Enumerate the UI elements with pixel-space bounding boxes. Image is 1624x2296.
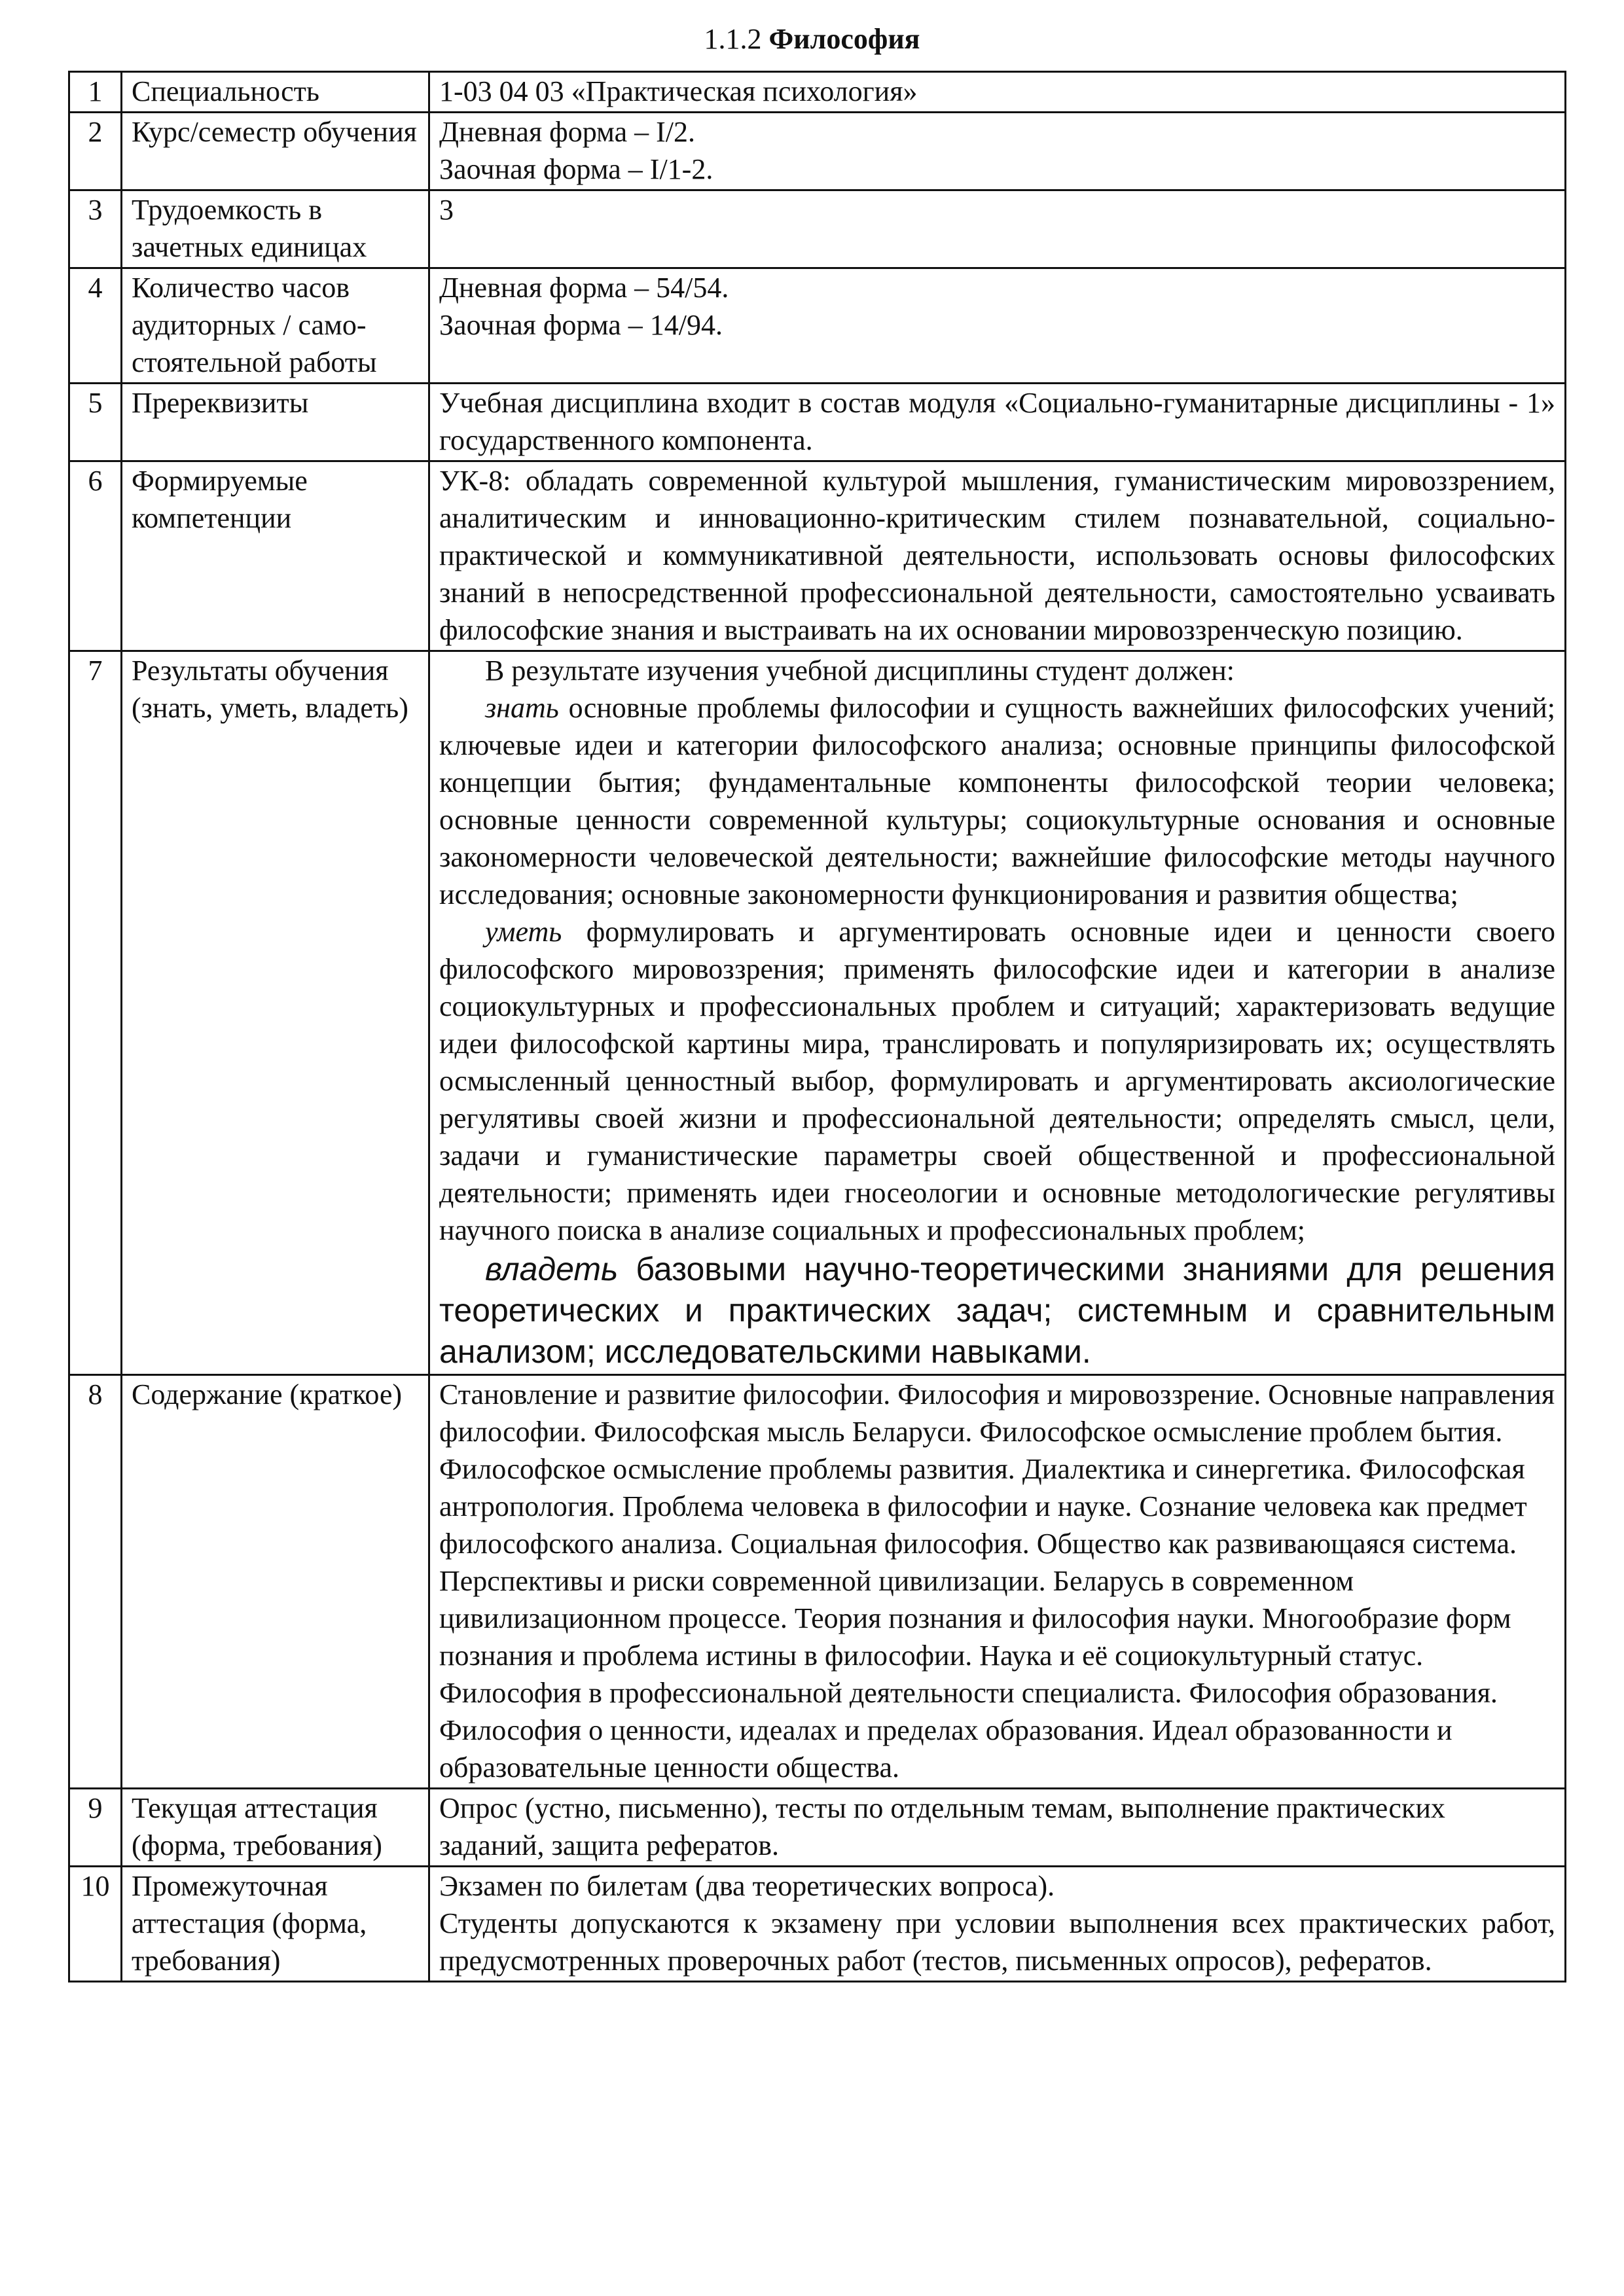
row-label: Промежуточная аттестация (форма, требования) (122, 1867, 429, 1982)
row-value (429, 1867, 1566, 1982)
value-line: Заочная форма – 14/94. (439, 309, 723, 341)
table-row (69, 113, 1566, 190)
value-line: Дневная форма – 54/54. (439, 272, 729, 304)
row-value: УК-8: обладать современной культурой мышления, гуманистическим мировоззрением, аналитическим и инновационно-критическим стилем познавательной, социально-практической и коммуникативной деятельности, использовать основы философских знаний в непосредственной профессиональной деятельности, самостоятельно усваивать философские знания и выстраивать на их основании мировоззренческую позицию. (429, 461, 1566, 651)
know-text: основные проблемы философии и сущность важнейших философских учений; ключевые идеи и категории философского анализа; основные принципы философской концепции бытия; фундаментальные компоненты философской теории человека; основные ценности современной культуры; социокультурные основания и основные закономерности человеческой деятельности; важнейшие философские методы научного исследования; основные закономерности функционирования и развития общества; (439, 692, 1555, 910)
row-label: Трудоемкость в зачетных единицах (122, 190, 429, 268)
row-value: Становление и развитие философии. Философия и мировоззрение. Основные направления философии. Философская мысль Беларуси. Философское осмысление проблем бытия. Философское осмысление проблемы развития. Диалектика и синергетика. Философская антропология. Проблема человека в философии и науке. Сознание человека как предмет философского анализа. Социальная философия. Общество как развивающаяся система. Перспективы и риски современной цивилизации. Беларусь в современном цивилизационном процессе. Теория познания и философия науки. Многообразие форм познания и проблема истины в философии. Наука и её социокультурный статус. Философия в профессиональной деятельности специалиста. Философия образования. Философия о ценности, идеалах и пределах образования. Идеал образованности и образовательные ценности общества. (429, 1375, 1566, 1789)
section-number: 1.1.2 (704, 23, 762, 55)
row-value (429, 113, 1566, 190)
table-row (69, 1375, 1566, 1789)
results-know (439, 689, 1555, 913)
table-row (69, 268, 1566, 384)
value-line: Заочная форма – I/1-2. (439, 153, 713, 185)
section-title: Философия (768, 23, 920, 55)
value-line: Дневная форма – I/2. (439, 116, 695, 148)
table-row (69, 190, 1566, 268)
table-row (69, 1789, 1566, 1867)
row-label: Результаты обучения (знать, уметь, владеть) (122, 651, 429, 1375)
table-row (69, 651, 1566, 1375)
know-term: знать (485, 692, 559, 724)
row-number: 6 (69, 461, 122, 651)
row-value (429, 268, 1566, 384)
row-label: Текущая аттестация (форма, требования) (122, 1789, 429, 1867)
can-term: уметь (485, 916, 562, 948)
results-can (439, 913, 1555, 1249)
can-text: формулировать и аргументировать основные идеи и ценности своего философского мировоззрения; применять философские идеи и категории в анализе социокультурных и профессиональных проблем и ситуаций; характеризовать ведущие идеи философской картины мира, транслировать и популяризировать их; осуществлять осмысленный ценностный выбор, формулировать и аргументировать аксиологические регулятивы своей жизни и профессиональной деятельности; определять смысл, цели, задачи и гуманистические параметры своей общественной и профессиональной деятельности; применять идеи гносеологии и основные методологические регулятивы научного поиска в анализе социальных и профессиональных проблем; (439, 916, 1555, 1246)
value-line: 1-03 04 03 «Практическая психология» (439, 75, 918, 107)
value-paragraph: Студенты допускаются к экзамену при условии выполнения всех практических работ, предусмотренных проверочных работ (тестов, письменных опросов), рефератов. (439, 1907, 1555, 1977)
row-value (429, 72, 1566, 113)
row-number: 9 (69, 1789, 122, 1867)
table-row (69, 72, 1566, 113)
row-number: 1 (69, 72, 122, 113)
value-line: 3 (439, 194, 454, 226)
results-own (439, 1249, 1555, 1372)
results-intro: В результате изучения учебной дисциплины студент должен: (485, 655, 1235, 687)
row-label: Специальность (122, 72, 429, 113)
value-line: Экзамен по билетам (два теоретических вопроса). (439, 1870, 1055, 1902)
table-row (69, 1867, 1566, 1982)
row-number: 3 (69, 190, 122, 268)
own-text: базовыми научно-теоретическими знаниями для решения теоретических и практических задач; системным и сравнительным анализом; исследовательскими навыками. (439, 1251, 1555, 1370)
row-label: Пререквизиты (122, 384, 429, 461)
row-value (429, 651, 1566, 1375)
row-label: Формируемые компетенции (122, 461, 429, 651)
row-number: 7 (69, 651, 122, 1375)
row-number: 5 (69, 384, 122, 461)
row-number: 8 (69, 1375, 122, 1789)
row-label: Курс/семестр обучения (122, 113, 429, 190)
row-value (429, 190, 1566, 268)
row-label: Количество часов аудиторных / само-стоятельной работы (122, 268, 429, 384)
row-value: Опрос (устно, письменно), тесты по отдельным темам, выполнение практических заданий, защита рефератов. (429, 1789, 1566, 1867)
section-heading (0, 20, 1624, 59)
row-number: 2 (69, 113, 122, 190)
row-number: 10 (69, 1867, 122, 1982)
own-term: владеть (485, 1251, 619, 1287)
row-label: Содержание (краткое) (122, 1375, 429, 1789)
table-row (69, 461, 1566, 651)
row-value: Учебная дисциплина входит в состав модуля «Социально-гуманитарные дисциплины - 1» государственного компонента. (429, 384, 1566, 461)
table-row (69, 384, 1566, 461)
row-number: 4 (69, 268, 122, 384)
discipline-table (68, 71, 1566, 1982)
